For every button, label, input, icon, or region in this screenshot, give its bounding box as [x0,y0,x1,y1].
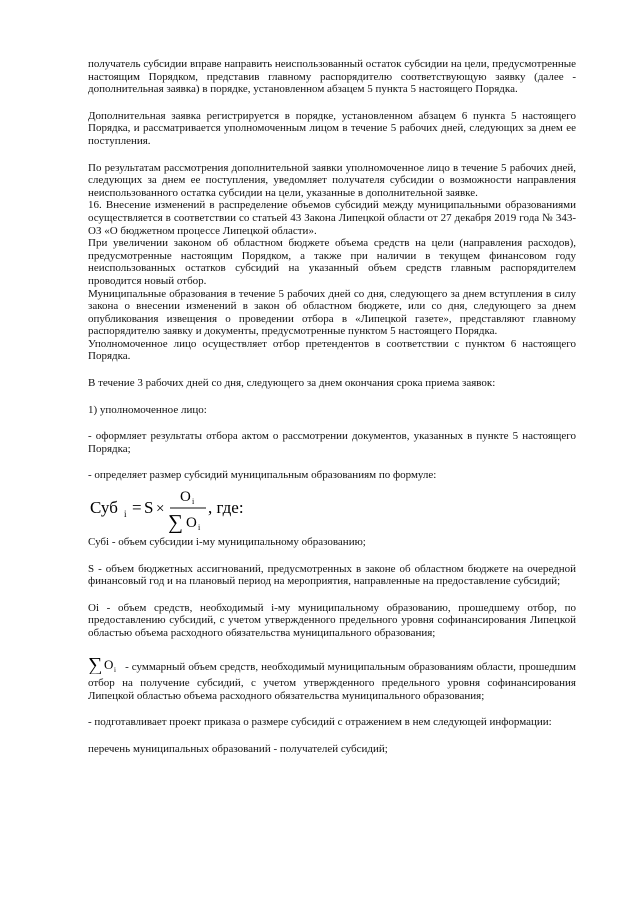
formula-numerator-subscript: i [192,497,195,507]
formula-lhs-subscript: i [124,509,127,520]
paragraph: - оформляет результаты отбора актом о рассмотрении документов, указанных в пункте 5 настоящего Порядка; [88,430,576,455]
sum-o: O [104,656,114,672]
sum-symbol [88,654,122,678]
sum-definition-text: - суммарный объем средств, необходимый муниципальным образованиям области, прошедшим отбор на получение субсидий, с учетом утвержденного предельного уровня софинансирования Липецкой областью объема расходного обязательства муниципального образования; [88,660,576,702]
paragraph: Муниципальные образования в течение 5 рабочих дней со дня, следующего за днем вступления в силу закона о внесении изменений в закон об областном бюджете, или со дня, следующего за днем опубликования извещения о проведении отбора в «Липецкой газете», представляют главному распорядителю заявку и документы, предусмотренные пунктом 5 настоящего Порядка. [88,287,576,338]
sum-definition-paragraph [88,654,576,703]
paragraph: 16. Внесение изменений в распределение объемов субсидий между муниципальными образованиями осуществляется в соответствии со статьей 43 Закона Липецкой области от 27 декабря 2019 года № 343-ОЗ «О бюджетном процессе Липецкой области». [88,199,576,237]
formula-suffix: , где: [208,498,244,518]
paragraph: Субi - объем субсидии i-му муниципальному образованию; [88,536,366,549]
formula-numerator: O [180,489,191,506]
paragraph: Дополнительная заявка регистрируется в порядке, установленном абзацем 6 пункта 5 настоящего Порядка, и рассматривается уполномоченным лицом в течение 5 рабочих дней, следующих за днем ее поступления. [88,109,576,147]
formula-denominator: O [186,515,197,532]
paragraph: 1) уполномоченное лицо: [88,403,207,416]
paragraph: S - объем бюджетных ассигнований, предусмотренных в законе об областном бюджете на очередной финансовый год и на плановый период на мероприятия, направленные на предоставление субсидий; [88,562,576,588]
formula-s: S [144,498,154,518]
formula-denominator-subscript: i [198,523,201,533]
paragraph: В течение 3 рабочих дней со дня, следующего за днем окончания срока приема заявок: [88,377,496,390]
paragraph: перечень муниципальных образований - получателей субсидий; [88,742,388,755]
paragraph: При увеличении законом об областном бюджете объема средств на цели (направления расходов), предусмотренные настоящим Порядком, а также при наличии в текущем финансовом году неиспользованных остатков субсидий на указанный объем средств главным распорядителем проводится новый отбор. [88,237,576,287]
paragraph: Oi - объем средств, необходимый i-му муниципальному образованию, прошедшему отбор, по предоставлению субсидий, с учетом утвержденного предельного уровня софинансирования Липецкой областью объема расходного обязательства муниципального образования; [88,601,576,639]
document-page [88,58,576,756]
paragraph: Уполномоченное лицо осуществляет отбор претендентов в соответствии с пунктом 6 настоящего Порядка. [88,337,576,363]
paragraph: получатель субсидии вправе направить неиспользованный остаток субсидии на цели, предусмотренные настоящим Порядком, представив главному распорядителю соответствующую заявку (далее - дополнительная заявка) в порядке, установленном абзацем 5 пункта 5 настоящего Порядка. [88,58,576,96]
formula-sum-sign: ∑ [168,510,183,534]
formula-equals: = [132,498,142,518]
paragraph: По результатам рассмотрения дополнительной заявки уполномоченное лицо в течение 5 рабочих дней, следующих за днем ее поступления, уведомляет получателя субсидии о возможности направления неиспользованного остатка субсидии на цели, указанные в дополнительной заявке. [88,161,576,199]
sum-o-subscript: i [114,665,116,674]
paragraph: - определяет размер субсидий муниципальным образованиям по формуле: [88,469,437,482]
subsidy-formula [88,483,576,533]
formula-times: × [156,501,165,518]
sum-sign: ∑ [88,653,103,674]
formula-lhs: Суб [90,498,118,518]
paragraph: - подготавливает проект приказа о размере субсидий с отражением в нем следующей информации: [88,716,552,729]
